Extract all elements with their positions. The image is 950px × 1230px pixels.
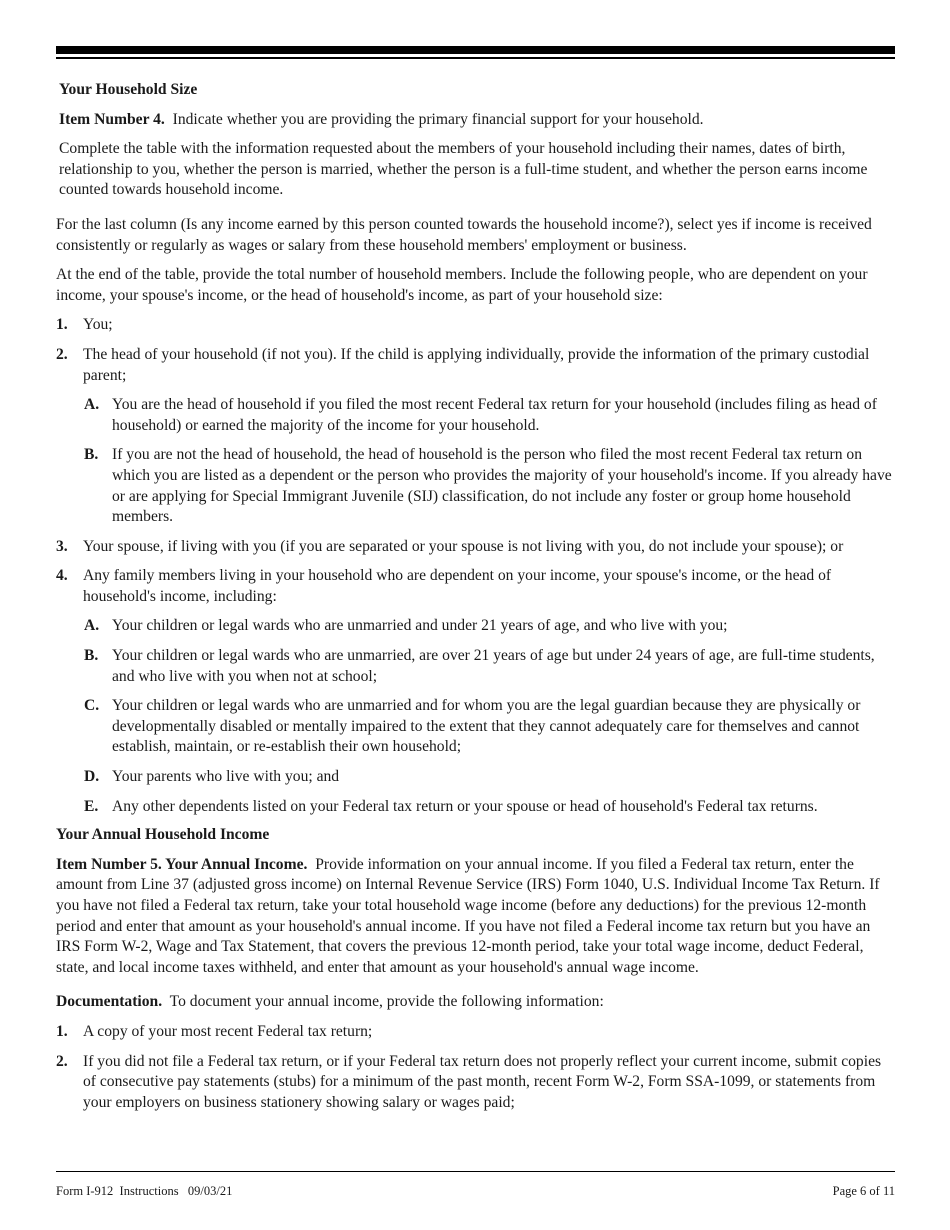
page-footer	[56, 1183, 895, 1199]
list-number: 3.	[56, 537, 68, 555]
sub-list-item	[84, 616, 894, 637]
sub-list-letter: C.	[84, 697, 100, 715]
document-body	[56, 80, 894, 1113]
list-number: 2.	[56, 1052, 68, 1070]
item-4-paragraph	[56, 110, 894, 131]
item-5-label: Item Number 5. Your Annual Income.	[56, 855, 308, 873]
footer-form-id: Form I-912 Instructions 09/03/21	[56, 1184, 233, 1198]
list-text: You;	[83, 316, 113, 334]
item-5-paragraph	[56, 855, 894, 979]
sub-list-item	[84, 445, 894, 527]
list-number: 2.	[56, 345, 68, 363]
sub-list-text: Your parents who live with you; and	[112, 768, 340, 786]
list-item	[56, 1052, 894, 1114]
list-item	[56, 345, 894, 386]
sub-list-letter: A.	[84, 617, 100, 635]
documentation-text: To document your annual income, provide the following information:	[169, 993, 604, 1011]
section-heading-household: Your Household Size	[59, 81, 198, 98]
sub-list-item	[84, 696, 894, 758]
list-item	[56, 315, 894, 336]
list-item	[56, 1022, 894, 1043]
sub-list-text: Your children or legal wards who are unmarried, are over 21 years of age but under 24 years of age, are full-time students, and who live with you when not at school;	[112, 647, 875, 685]
sub-list-item	[84, 767, 894, 788]
list-text: If you did not file a Federal tax return, or if your Federal tax return does not properly reflect your current income, submit copies of consecutive pay statements (stubs) for a minimum of the past month, recent Form W-2, Form SSA-1099, or statements from your employers on business stationery showing salary or wages paid;	[83, 1052, 882, 1111]
household-para-3: At the end of the table, provide the total number of household members. Include the following people, who are dependent on your income, your spouse's income, or the head of household's income, as part of your household size:	[56, 266, 868, 304]
list-number: 1.	[56, 316, 68, 334]
list-item	[56, 537, 894, 558]
list-number: 1.	[56, 1022, 68, 1040]
sub-list-letter: A.	[84, 396, 100, 414]
household-para-1: Complete the table with the information requested about the members of your household including their names, dates of birth, relationship to you, whether the person is married, whether the person is a full-time student, and whether the person earns income counted towards household income.	[59, 140, 868, 199]
sub-list-letter: B.	[84, 446, 99, 464]
household-para-2: For the last column (Is any income earned by this person counted towards the household income?), select yes if income is received consistently or regularly as wages or salary from these household members' employment or business.	[56, 215, 872, 254]
header-rule-thick	[56, 46, 895, 54]
sub-list-text: You are the head of household if you filed the most recent Federal tax return for your household (includes filing as head of household) or earned the majority of the income for your household.	[112, 396, 877, 434]
section-heading-income: Your Annual Household Income	[56, 826, 270, 844]
list-text: Your spouse, if living with you (if you are separated or your spouse is not living with you, do not include your spouse); or	[83, 537, 844, 555]
list-text: A copy of your most recent Federal tax return;	[83, 1022, 373, 1040]
item-4-text: Indicate whether you are providing the primary financial support for your household.	[172, 110, 704, 128]
item-4-label: Item Number 4.	[59, 110, 165, 128]
header-rule-thin	[56, 57, 895, 59]
list-item	[56, 566, 894, 607]
sub-list-letter: D.	[84, 768, 100, 786]
sub-list-text: If you are not the head of household, the head of household is the person who filed the most recent Federal tax return on which you are listed as a dependent or the person who provides the majority of your household's income. If you already have or are applying for Special Immigrant Juvenile (SIJ) classification, do not include any foster or group home household members.	[112, 446, 892, 526]
footer-rule	[56, 1171, 895, 1172]
sub-list-letter: B.	[84, 647, 99, 665]
item-5-text: Provide information on your annual income. If you filed a Federal tax return, enter the amount from Line 37 (adjusted gross income) on Internal Revenue Service (IRS) Form 1040, U.S. Individual Income Tax Return. If you have not filed a Federal tax return, take your total household wage income (before any deductions) for the previous 12-month period and enter that amount as your household's annual income. If you have not filed a Federal income tax return but you have an IRS Form W-2, Wage and Tax Statement, that covers the previous 12-month period, take your total wage income, deduct Federal, state, and local income taxes withheld, and enter that amount as your household's annual wage income.	[56, 855, 880, 976]
list-text: Any family members living in your household who are dependent on your income, your spouse's income, or the head of household's income, including:	[83, 567, 832, 605]
sub-list-item	[84, 646, 894, 687]
sub-list-text: Your children or legal wards who are unmarried and for whom you are the legal guardian because they are physically or developmentally disabled or mentally impaired to the extent that they cannot adequately care for themselves and cannot establish, maintain, or re-establish their own household;	[112, 697, 861, 756]
sub-list-item	[84, 395, 894, 436]
list-number: 4.	[56, 567, 68, 585]
footer-page-number: Page 6 of 11	[832, 1184, 895, 1198]
sub-list-letter: E.	[84, 797, 99, 815]
list-text: The head of your household (if not you). If the child is applying individually, provide the information of the primary custodial parent;	[83, 345, 870, 384]
sub-list-text: Your children or legal wards who are unmarried and under 21 years of age, and who live with you;	[112, 617, 728, 635]
sub-list-item	[84, 797, 894, 818]
sub-list-text: Any other dependents listed on your Federal tax return or your spouse or head of household's Federal tax returns.	[112, 797, 818, 815]
documentation-label: Documentation.	[56, 993, 163, 1011]
documentation-paragraph	[56, 992, 894, 1013]
